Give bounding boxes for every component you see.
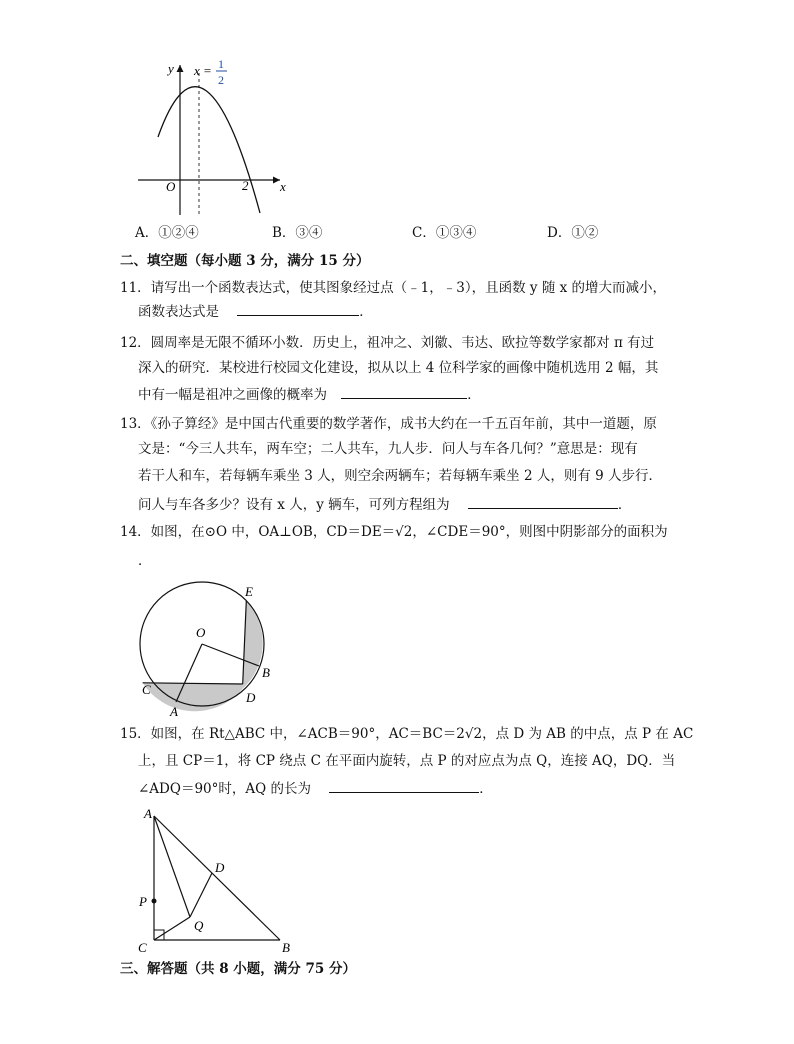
axis-equation-label: x = [194,63,212,78]
q15-line-2: 上，且 CP＝1，将 CP 绕点 C 在平面内旋转，点 P 的对应点为点 Q，连接 AQ，DQ．当 [138,753,676,769]
parabola-figure [130,55,300,220]
q12-line-2: 深入的研究．某校进行校园文化建设，拟从以上 4 位科学家的画像中随机选用 2 幅，其 [138,360,659,376]
circle-figure [128,578,288,718]
q12-line-1: 12．圆周率是无限不循环小数．历史上，祖冲之、刘徽、韦达、欧拉等数学家都对 π 有过 [120,335,655,351]
q14-line-2: ． [138,553,152,569]
label-B: B [282,940,290,955]
x-axis-label: x [280,179,286,194]
q13-line-3: 若干人和车，若每辆车乘坐 3 人，则空余两辆车；若每辆车乘坐 2 人，则有 9 人步行． [138,468,663,484]
q12-line-3: 中有一幅是祖冲之画像的概率为 ． [138,384,481,406]
triangle-figure [130,806,300,956]
q14-line-1: 14．如图，在⊙O 中，OA⊥OB，CD＝DE＝√2，∠CDE＝90°，则图中阴影部分的面积为 [120,524,668,540]
label-E: E [245,584,253,599]
q11-line-1: 11．请写出一个函数表达式，使其图象经过点（﹣1，﹣3），且函数 y 随 x 的增大而减小， [120,280,667,296]
label-A: A [170,704,178,718]
label-B: B [262,665,270,680]
section-3-title: 三、解答题（共 8 小题，满分 75 分） [120,961,356,977]
section-2-title: 二、填空题（每小题 3 分，满分 15 分） [120,253,370,269]
q11-line-2: 函数表达式是 ． [138,301,373,323]
q13-answer-blank[interactable] [468,494,618,509]
root-label: 2 [242,178,249,193]
option-a: A．①②④ [135,225,199,241]
option-c: C．①③④ [412,225,477,241]
label-P: P [139,894,147,909]
q15-line-3: ∠ADQ＝90°时，AQ 的长为 ． [138,778,493,800]
label-Q: Q [194,918,204,933]
q13-line-2: 文是：“今三人共车，两车空；二人共车，九人步．问人与车各几何？”意思是：现有 [138,441,638,457]
label-C: C [142,682,151,697]
q15-line-1: 15．如图，在 Rt△ABC 中，∠ACB＝90°，AC＝BC＝2√2，点 D 为 AB 的中点，点 P 在 AC [120,726,694,742]
y-axis-label: y [168,61,174,76]
label-O: O [196,625,206,640]
label-C: C [138,940,147,955]
q11-answer-blank[interactable] [237,301,359,316]
q13-line-4: 问人与车各多少？设有 x 人，y 辆车，可列方程组为 ． [138,494,631,516]
option-d: D．①② [547,225,599,241]
origin-label: O [166,179,176,194]
label-D: D [215,860,225,875]
q13-line-1: 13．《孙子算经》是中国古代重要的数学著作，成书大约在一千五百年前，其中一道题，原 [120,416,657,432]
label-D: D [246,690,256,705]
q15-answer-blank[interactable] [329,778,479,793]
fraction-numerator: 1 [218,57,224,71]
q12-answer-blank[interactable] [341,384,467,399]
option-b: B．③④ [272,225,323,241]
fraction-denominator: 2 [218,73,224,87]
label-A: A [144,806,152,821]
